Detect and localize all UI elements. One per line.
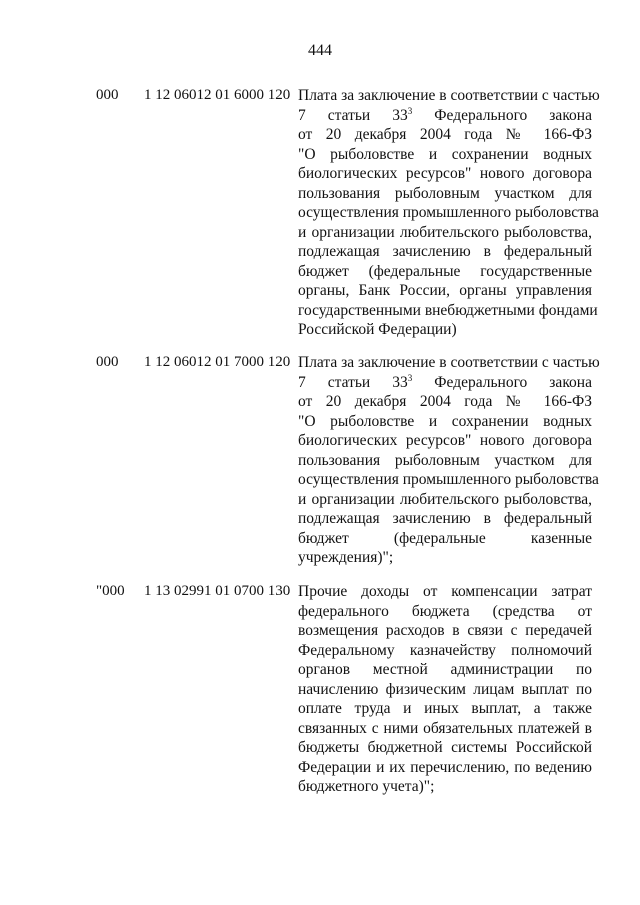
text-line: органов местной администрации по: [298, 661, 592, 678]
admin-code: 000: [96, 354, 119, 370]
text-line: Российской Федерации): [298, 321, 457, 338]
text-line: Плата за заключение в соответствии с частью: [298, 354, 600, 371]
text-line: бюджет (федеральные государственные: [298, 262, 592, 280]
page-number: 444: [308, 42, 332, 59]
text-line: и организации любительского рыболовства,: [298, 490, 592, 508]
text-line: осуществления промышленного рыболовства: [298, 204, 599, 221]
text-line: биологических ресурсов" нового договора: [298, 165, 592, 182]
text-line: органы, Банк России, органы управления: [298, 282, 592, 299]
text-line: осуществления промышленного рыболовства: [298, 471, 599, 488]
text-line: бюджет (федеральные казенные: [298, 529, 592, 547]
text-line: учреждения)";: [298, 549, 394, 566]
text-line: государственными внебюджетными фондами: [298, 301, 598, 319]
text-line: Федеральному казначейству полномочий: [298, 641, 592, 659]
text-line: Плата за заключение в соответствии с частью: [298, 87, 600, 104]
text-line: связанных с ними обязательных платежей в: [298, 719, 592, 737]
text-line: оплате труда и иных выплат, а также: [298, 700, 592, 717]
text-line: от 20 декабря 2004 года № 166-ФЗ: [298, 126, 592, 143]
text-line: от 20 декабря 2004 года № 166-ФЗ: [298, 393, 592, 410]
admin-code: "000: [96, 583, 125, 599]
text-line: подлежащая зачислению в федеральный: [298, 510, 592, 527]
income-name: [298, 353, 600, 568]
text-line: биологических ресурсов" нового договора: [298, 432, 592, 449]
income-name: [298, 582, 592, 797]
text-line: подлежащая зачислению в федеральный: [298, 243, 592, 260]
text-line: федерального бюджета (средства от: [298, 602, 592, 620]
text-line: Прочие доходы от компенсации затрат: [298, 583, 592, 600]
text-line: пользования рыболовным участком для: [298, 451, 592, 469]
text-line: пользования рыболовным участком для: [298, 184, 592, 202]
text-line: 7 статьи $33^3$ Федерального закона: [298, 105, 592, 124]
text-line: бюджетного учета)";: [298, 778, 435, 795]
kbk-code: 1 13 02991 01 0700 130: [144, 583, 291, 599]
text-line: "О рыболовстве и сохранении водных: [298, 412, 592, 430]
text-line: 7 статьи $33^3$ Федерального закона: [298, 372, 592, 391]
text-line: начислению физическим лицам выплат по: [298, 680, 592, 698]
text-line: Федерации и их перечислению, по ведению: [298, 758, 592, 776]
kbk-code: 1 12 06012 01 7000 120: [144, 354, 291, 370]
text-line: бюджеты бюджетной системы Российской: [298, 739, 592, 756]
text-line: "О рыболовстве и сохранении водных: [298, 145, 592, 163]
text-line: и организации любительского рыболовства,: [298, 223, 592, 241]
income-name: [298, 86, 600, 340]
text-line: возмещения расходов в связи с передачей: [298, 622, 592, 639]
admin-code: 000: [96, 87, 119, 103]
kbk-code: 1 12 06012 01 6000 120: [144, 87, 291, 103]
